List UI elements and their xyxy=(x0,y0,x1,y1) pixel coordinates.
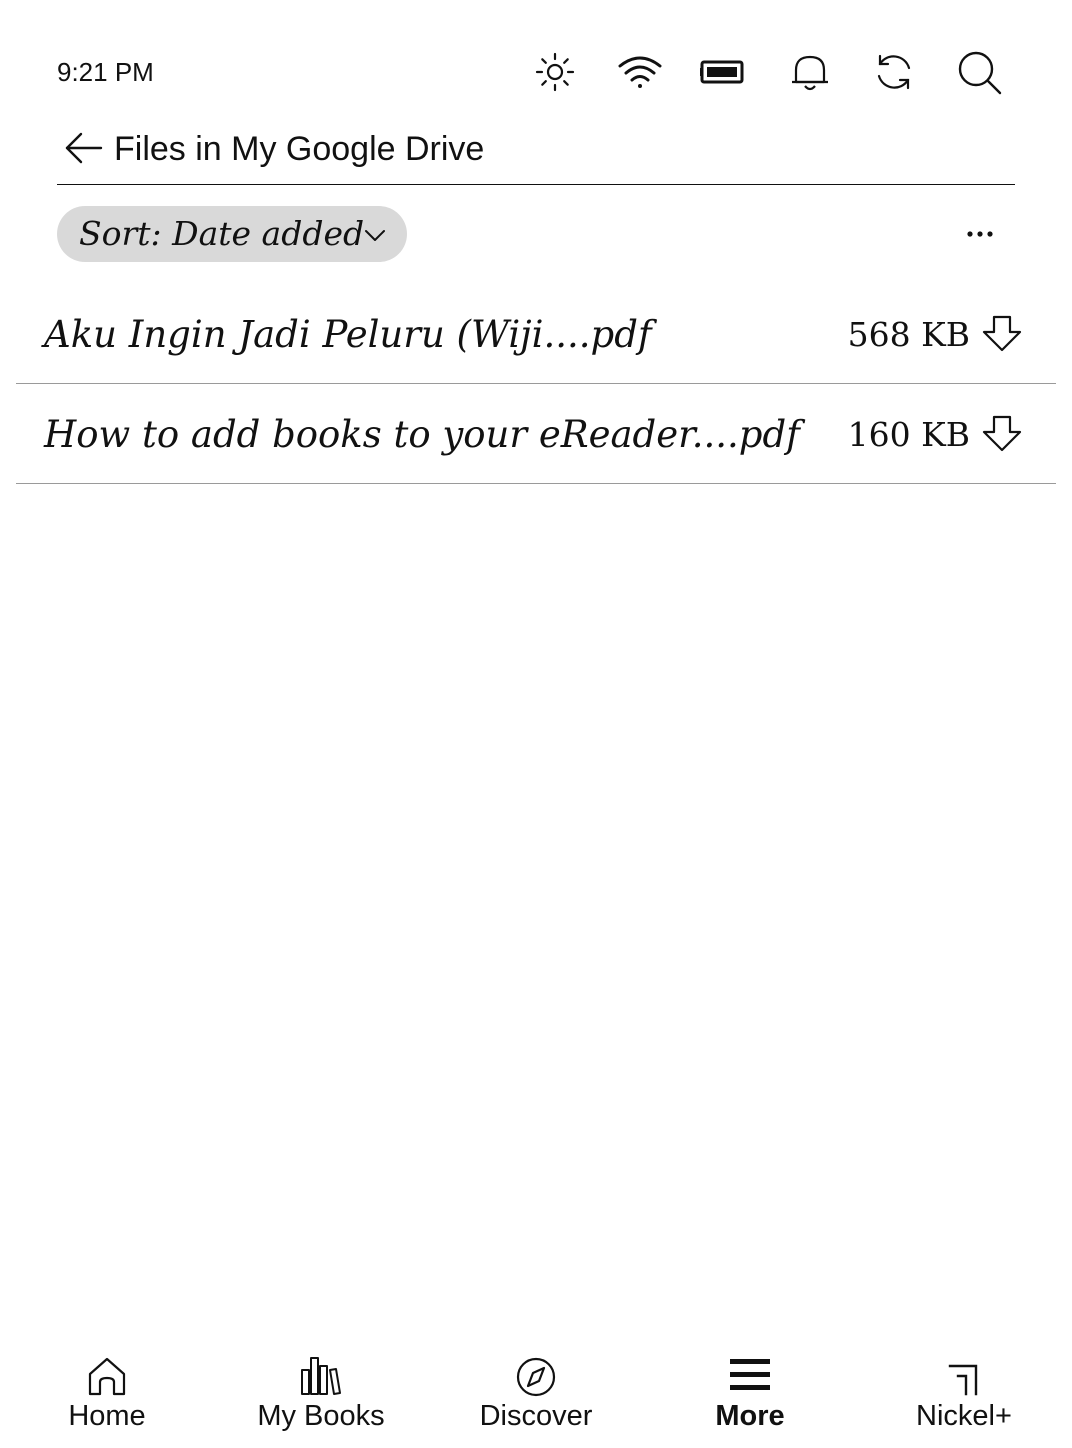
books-icon xyxy=(299,1354,343,1398)
battery-icon xyxy=(700,48,748,96)
nav-item-nickel-plus[interactable] xyxy=(864,1340,1064,1448)
nav-item-discover[interactable] xyxy=(436,1340,636,1448)
nav-label: Nickel+ xyxy=(916,1400,1012,1432)
page-title: Files in My Google Drive xyxy=(114,130,485,168)
sort-dropdown[interactable] xyxy=(57,206,407,262)
file-size: 160 KB xyxy=(847,415,970,454)
nav-label: Discover xyxy=(479,1400,593,1432)
brightness-icon[interactable] xyxy=(531,48,579,96)
nav-item-home[interactable] xyxy=(7,1340,207,1448)
notifications-icon[interactable] xyxy=(786,48,834,96)
page-header xyxy=(57,122,1015,185)
file-row[interactable] xyxy=(16,284,1056,384)
file-row[interactable] xyxy=(16,384,1056,484)
wifi-icon[interactable] xyxy=(616,48,664,96)
menu-icon xyxy=(728,1354,772,1398)
download-icon[interactable] xyxy=(980,414,1024,454)
nav-item-more[interactable] xyxy=(650,1340,850,1448)
file-name[interactable]: Aku Ingin Jadi Peluru (Wiji....pdf xyxy=(44,313,652,356)
nav-label: More xyxy=(715,1400,785,1432)
nav-label: My Books xyxy=(257,1400,385,1432)
nav-label: Home xyxy=(68,1400,146,1432)
download-icon[interactable] xyxy=(980,314,1024,354)
nickel-plus-icon xyxy=(942,1354,986,1398)
sort-label: Sort: Date added xyxy=(79,214,365,253)
file-list xyxy=(16,284,1056,484)
home-icon xyxy=(85,1354,129,1398)
bottom-nav xyxy=(0,1340,1072,1448)
compass-icon xyxy=(514,1354,558,1398)
ellipsis-icon[interactable] xyxy=(955,214,1005,254)
clock: 9:21 PM xyxy=(57,57,154,87)
file-name[interactable]: How to add books to your eReader....pdf xyxy=(44,413,800,456)
sync-icon[interactable] xyxy=(870,48,918,96)
nav-item-my-books[interactable] xyxy=(221,1340,421,1448)
chevron-down-icon xyxy=(362,222,388,248)
file-size: 568 KB xyxy=(847,315,970,354)
status-bar xyxy=(0,0,1072,120)
search-icon[interactable] xyxy=(955,48,1003,96)
arrow-left-icon[interactable] xyxy=(63,128,103,168)
